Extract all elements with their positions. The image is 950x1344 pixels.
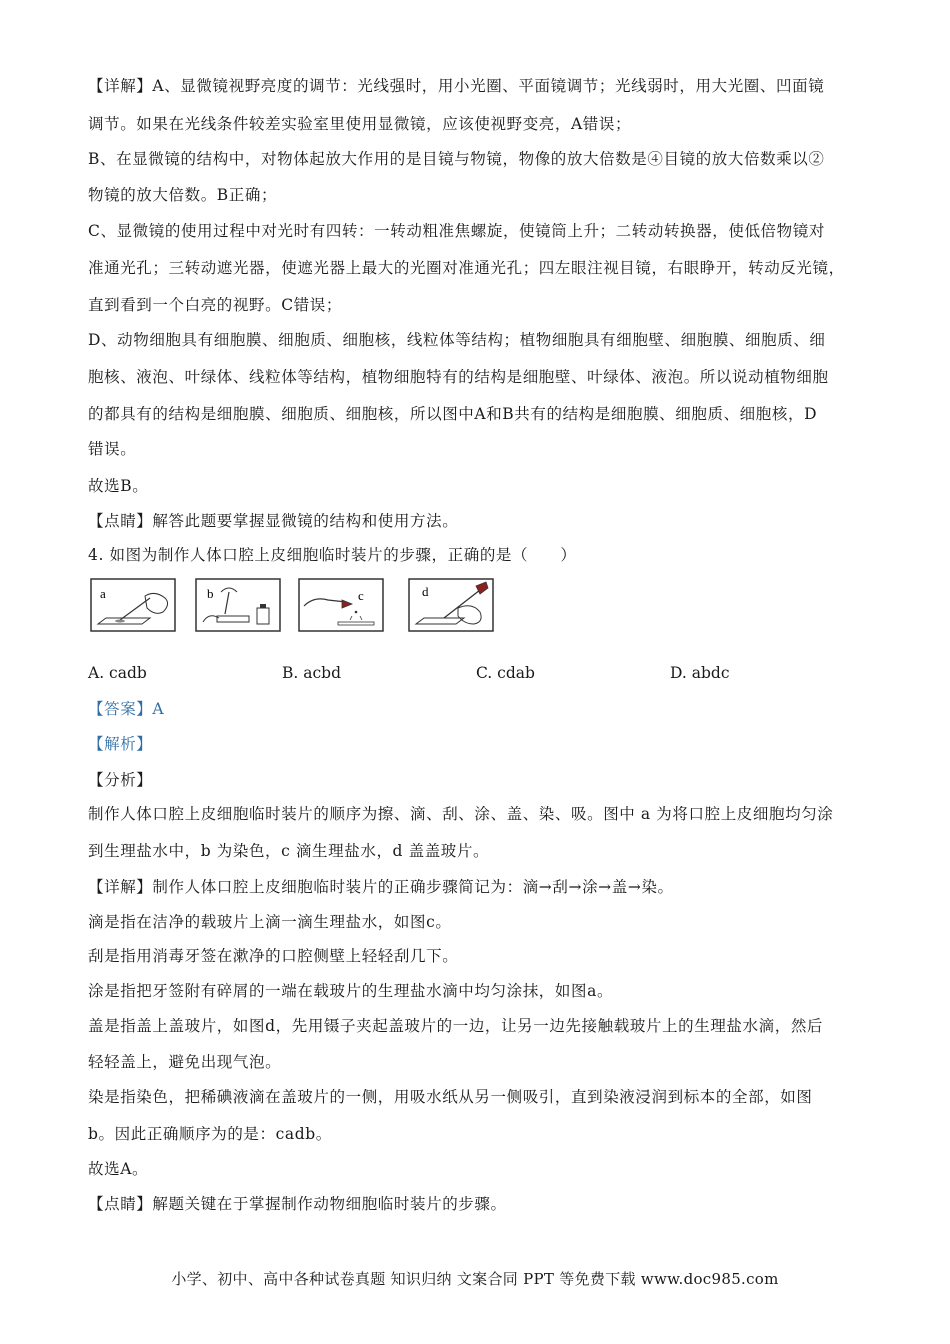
text-line: 物镜的放大倍数。B正确； xyxy=(88,186,278,204)
figure-label: a xyxy=(100,586,106,601)
text-line: 【详解】制作人体口腔上皮细胞临时装片的正确步骤简记为：滴→刮→涂→盖→染。 xyxy=(88,878,674,896)
text-line: 涂是指把牙签附有碎屑的一端在载玻片的生理盐水滴中均匀涂抹，如图a。 xyxy=(88,982,614,1000)
figure-label: d xyxy=(422,584,429,599)
text-line: D、动物细胞具有细胞膜、细胞质、细胞核，线粒体等结构；植物细胞具有细胞壁、细胞膜、细胞质、细 xyxy=(88,331,826,349)
text-line: 故选B。 xyxy=(88,477,149,495)
option-d: D. abdc xyxy=(670,664,730,682)
text-line: 刮是指用消毒牙签在漱净的口腔侧壁上轻轻刮几下。 xyxy=(88,947,459,965)
figure-label: b xyxy=(207,586,214,601)
text-line: 制作人体口腔上皮细胞临时装片的顺序为擦、滴、刮、涂、盖、染、吸。图中 a 为将口腔上皮细胞均匀涂 xyxy=(88,805,834,823)
option-a: A. cadb xyxy=(88,664,147,682)
page-footer: 小学、初中、高中各种试卷真题 知识归纳 文案合同 PPT 等免费下载 www.doc985.com xyxy=(171,1270,779,1288)
text-line: b。因此正确顺序为的是：cadb。 xyxy=(88,1125,332,1143)
text-line: 【点睛】解题关键在于掌握制作动物细胞临时装片的步骤。 xyxy=(88,1195,507,1213)
figure-steps xyxy=(90,578,510,634)
option-b: B. acbd xyxy=(282,664,342,682)
text-line: 调节。如果在光线条件较差实验室里使用显微镜，应该使视野变亮，A错误； xyxy=(88,115,632,133)
figure-b-drawing xyxy=(195,578,281,632)
text-line: 准通光孔；三转动遮光器，使遮光器上最大的光圈对准通光孔；四左眼注视目镜，右眼睁开，转动反光镜， xyxy=(88,259,845,277)
text-line: 轻轻盖上，避免出现气泡。 xyxy=(88,1053,282,1071)
text-line: 直到看到一个白亮的视野。C错误； xyxy=(88,296,342,314)
text-line: 故选A。 xyxy=(88,1160,149,1178)
text-line: C、显微镜的使用过程中对光时有四转：一转动粗准焦螺旋，使镜筒上升；二转动转换器，使低倍物镜对 xyxy=(88,222,825,240)
analysis-heading: 【解析】 xyxy=(88,735,153,753)
text-line: 胞核、液泡、叶绿体、线粒体等结构，植物细胞特有的结构是细胞壁、叶绿体、液泡。所以说动植物细胞 xyxy=(88,368,829,386)
text-line: B、在显微镜的结构中，对物体起放大作用的是目镜与物镜，物像的放大倍数是④目镜的放大倍数乘以② xyxy=(88,150,825,168)
figure-c-drawing xyxy=(298,578,384,632)
text-line: 【分析】 xyxy=(88,771,153,789)
text-line: 染是指染色，把稀碘液滴在盖玻片的一侧，用吸水纸从另一侧吸引，直到染液浸润到标本的全部，如图 xyxy=(88,1088,813,1106)
figure-d xyxy=(408,578,494,632)
option-c: C. cdab xyxy=(476,664,535,682)
figure-d-drawing xyxy=(408,578,494,632)
answer-line: 【答案】A xyxy=(88,700,165,718)
question-4-stem: 4. 如图为制作人体口腔上皮细胞临时装片的步骤，正确的是（ ） xyxy=(88,546,577,564)
text-line: 滴是指在洁净的载玻片上滴一滴生理盐水，如图c。 xyxy=(88,913,452,931)
text-line: 盖是指盖上盖玻片，如图d，先用镊子夹起盖玻片的一边，让另一边先接触载玻片上的生理盐水滴，然后 xyxy=(88,1017,824,1035)
figure-a xyxy=(90,578,176,632)
figure-b xyxy=(195,578,281,632)
figure-c xyxy=(298,578,384,632)
figure-a-drawing xyxy=(90,578,176,632)
text-line: 错误。 xyxy=(88,440,137,458)
text-line: 【点睛】解答此题要掌握显微镜的结构和使用方法。 xyxy=(88,512,459,530)
text-line: 【详解】A、显微镜视野亮度的调节：光线强时，用小光圈、平面镜调节；光线弱时，用大光圈、凹面镜 xyxy=(88,77,825,95)
text-line: 的都具有的结构是细胞膜、细胞质、细胞核，所以图中A和B共有的结构是细胞膜、细胞质、细胞核，D xyxy=(88,405,818,423)
text-line: 到生理盐水中，b 为染色，c 滴生理盐水，d 盖盖玻片。 xyxy=(88,842,490,860)
figure-label: c xyxy=(358,588,364,603)
